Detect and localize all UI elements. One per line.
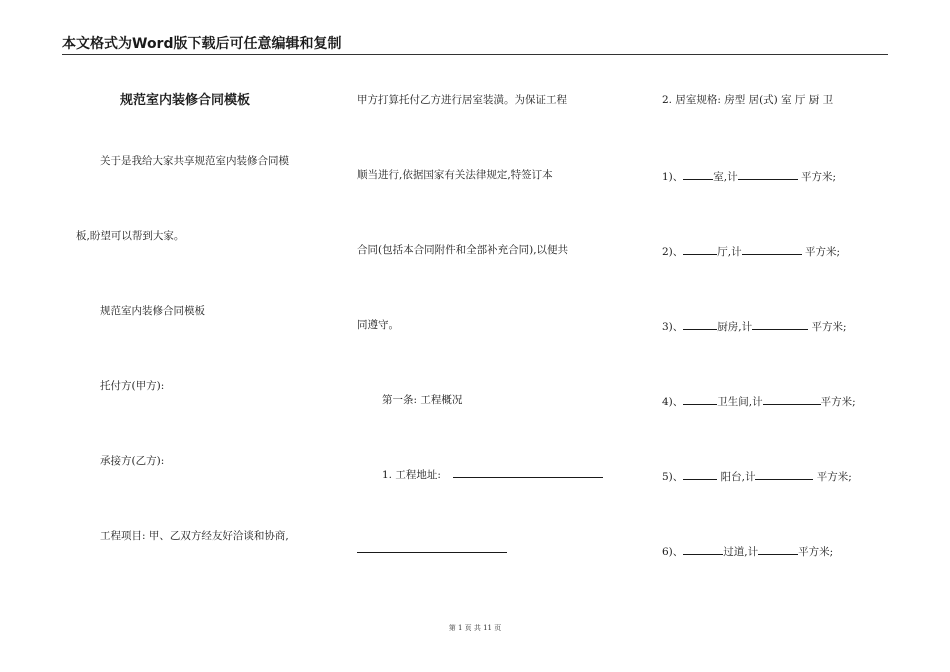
header-text: 本文格式为Word版下载后可任意编辑和复制 <box>62 36 342 52</box>
document-title: 规范室内装修合同模板 <box>120 93 251 108</box>
room-name: 厨房,计 <box>717 321 753 333</box>
room-name: 阳台,计 <box>717 471 756 483</box>
room-line-1 <box>662 168 836 184</box>
room-line-2 <box>662 243 840 259</box>
room-unit: 平方米; <box>798 546 834 558</box>
room-prefix: 1)、 <box>662 171 684 183</box>
room-unit: 平方米; <box>801 246 841 258</box>
room-name: 厅,计 <box>717 246 742 258</box>
contract-text-line-2: 顺当进行,依据国家有关法律规定,特签订本 <box>357 169 553 181</box>
room-area-blank <box>742 243 802 255</box>
room-unit: 平方米; <box>808 321 847 333</box>
room-line-4 <box>662 393 856 409</box>
room-count-blank <box>683 393 717 405</box>
project-address-blank <box>453 477 603 478</box>
room-prefix: 6)、 <box>662 546 684 558</box>
room-count-blank <box>683 468 717 480</box>
template-heading: 规范室内装修合同模板 <box>100 305 205 317</box>
room-line-6 <box>662 543 833 559</box>
project-address-label: 1. 工程地址: <box>382 469 441 481</box>
room-area-blank <box>738 168 798 180</box>
room-area-blank <box>758 543 798 555</box>
room-count-blank <box>683 318 717 330</box>
room-area-blank <box>763 393 821 405</box>
room-name: 卫生间,计 <box>717 396 763 408</box>
room-name: 过道,计 <box>723 546 759 558</box>
contract-text-line-1: 甲方打算托付乙方进行居室装潢。为保证工程 <box>357 94 567 106</box>
room-prefix: 4)、 <box>662 396 684 408</box>
room-count-blank <box>683 543 723 555</box>
contract-text-line-4: 同遵守。 <box>357 319 399 331</box>
party-b-label: 承接方(乙方): <box>100 455 165 467</box>
article-one-heading: 第一条: 工程概况 <box>382 394 463 406</box>
intro-line-2: 板,盼望可以帮到大家。 <box>76 230 185 242</box>
room-line-3 <box>662 318 847 334</box>
room-count-blank <box>683 168 713 180</box>
page-header <box>62 36 888 55</box>
room-prefix: 2)、 <box>662 246 684 258</box>
room-area-blank <box>755 468 813 480</box>
room-unit: 平方米; <box>813 471 852 483</box>
room-prefix: 5)、 <box>662 471 684 483</box>
room-spec-line: 2. 居室规格: 房型 居(式) 室 厅 厨 卫 <box>662 94 834 106</box>
room-prefix: 3)、 <box>662 321 684 333</box>
party-a-label: 托付方(甲方): <box>100 380 165 392</box>
room-line-5 <box>662 468 852 484</box>
room-unit: 平方米; <box>820 396 856 408</box>
intro-line-1: 关于是我给大家共享规范室内装修合同模 <box>100 155 289 167</box>
project-address-blank-continued <box>357 552 507 553</box>
room-unit: 平方米; <box>797 171 837 183</box>
room-name: 室,计 <box>713 171 738 183</box>
project-line: 工程项目: 甲、乙双方经友好洽谈和协商, <box>100 530 289 542</box>
room-count-blank <box>683 243 717 255</box>
contract-text-line-3: 合同(包括本合同附件和全部补充合同),以便共 <box>357 244 569 256</box>
page-number: 第 1 页 共 11 页 <box>448 624 502 632</box>
room-area-blank <box>752 318 808 330</box>
